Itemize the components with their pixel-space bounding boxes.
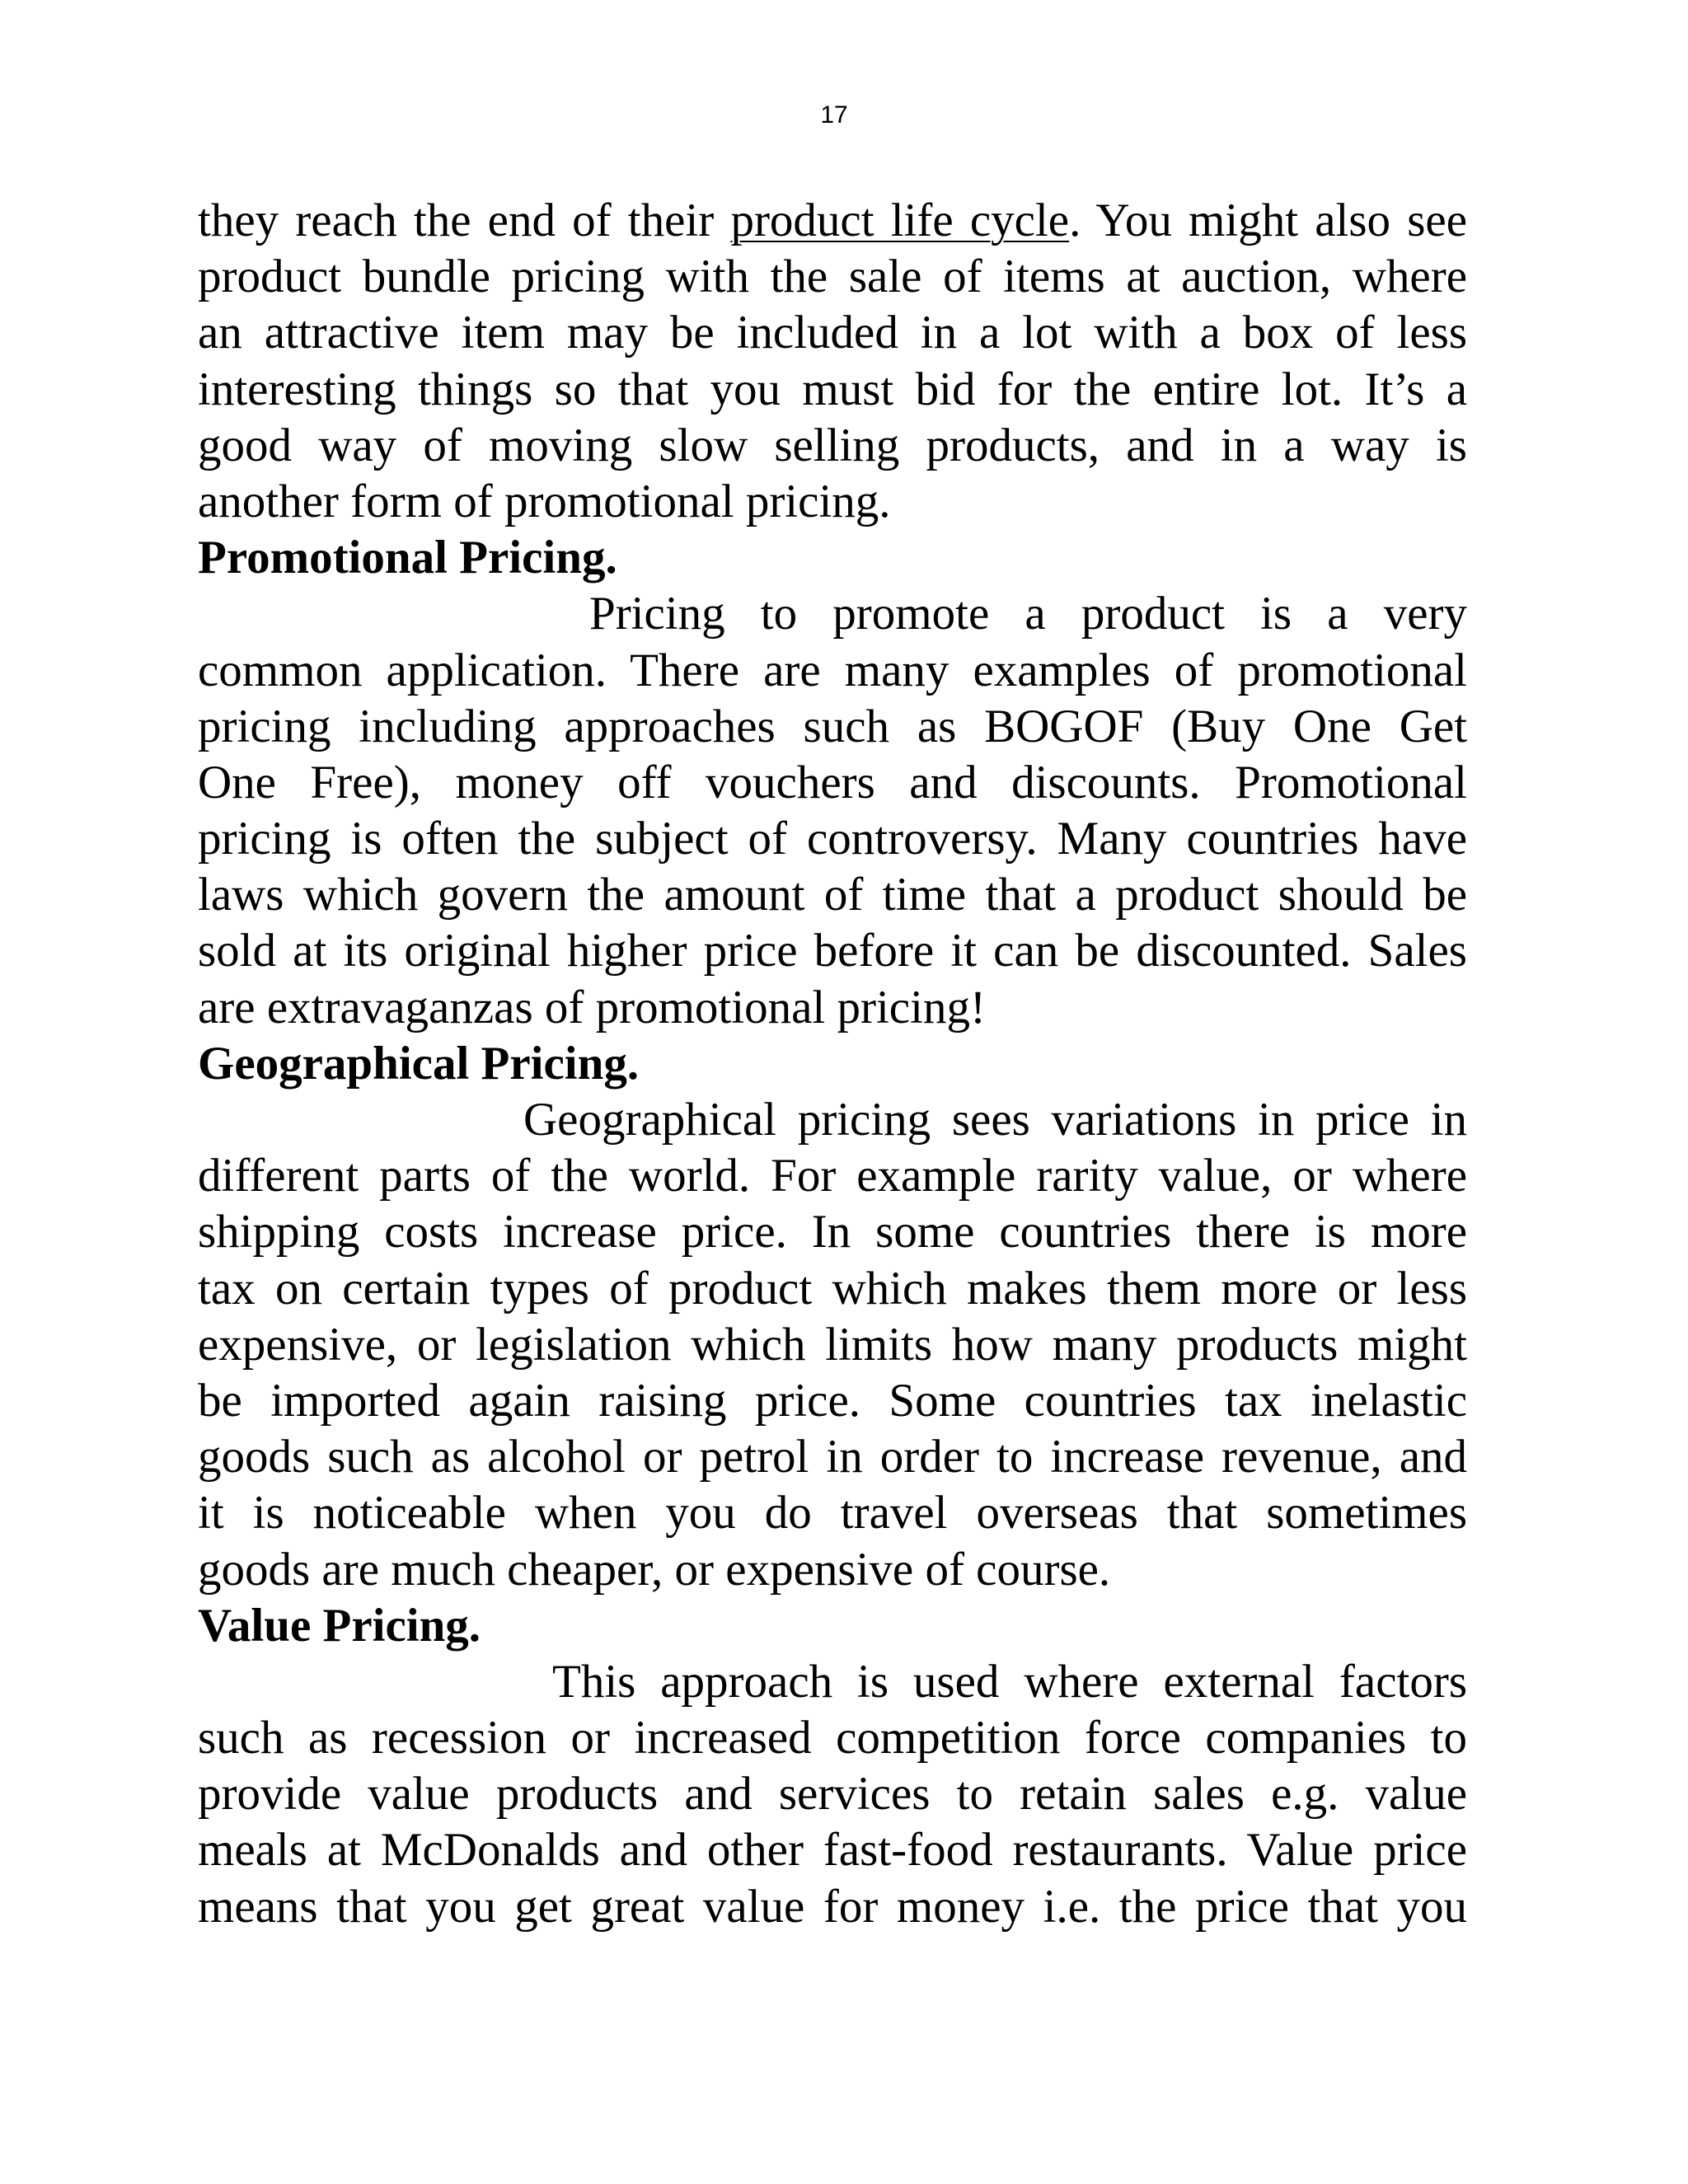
text-line: pricing is often the subject of controversy. Many countries have — [198, 813, 1467, 865]
text-line: goods such as alcohol or petrol in order to increase revenue, and — [198, 1431, 1467, 1483]
text-line: expensive, or legislation which limits how many products might — [198, 1318, 1467, 1371]
paragraph-bundle-pricing-continued — [198, 193, 1467, 530]
text-line: an attractive item may be included in a lot with a box of less — [198, 307, 1467, 359]
text-line: such as recession or increased competition force companies to — [198, 1712, 1467, 1765]
text-line: means that you get great value for money i.e. the price that you — [198, 1880, 1467, 1933]
text-line: goods are much cheaper, or expensive of course. — [198, 1543, 1111, 1596]
text-line: provide value products and services to retain sales e.g. value — [198, 1768, 1467, 1821]
text-line: good way of moving slow selling products, and in a way is — [198, 419, 1467, 471]
product-life-cycle-link[interactable]: product life cycle — [730, 194, 1070, 246]
heading-geographical-pricing: Geographical Pricing. — [198, 1037, 640, 1090]
page-number: 17 — [820, 101, 848, 129]
text-line: product bundle pricing with the sale of items at auction, where — [198, 251, 1467, 303]
text-line: pricing including approaches such as BOGOF (Buy One Get — [198, 700, 1467, 752]
text-line: meals at McDonalds and other fast-food restaurants. Value price — [198, 1824, 1467, 1877]
paragraph-promotional-pricing — [198, 586, 1467, 1036]
text-span: . You might also see — [1069, 194, 1467, 246]
text-line: This approach is used where external factors — [552, 1655, 1467, 1708]
text-line: it is noticeable when you do travel overseas that sometimes — [198, 1487, 1467, 1540]
text-line: Pricing to promote a product is a very — [589, 588, 1467, 640]
document-body — [198, 193, 1467, 1935]
text-line — [198, 193, 1467, 249]
text-line: different parts of the world. For example rarity value, or where — [198, 1150, 1467, 1202]
text-line: One Free), money off vouchers and discounts. Promotional — [198, 756, 1467, 808]
text-line: tax on certain types of product which makes them more or less — [198, 1262, 1467, 1315]
text-span: they reach the end of their — [198, 194, 731, 246]
text-line: be imported again raising price. Some countries tax inelastic — [198, 1374, 1467, 1427]
heading-value-pricing: Value Pricing. — [198, 1599, 481, 1652]
text-line: are extravaganzas of promotional pricing! — [198, 981, 986, 1033]
text-line: laws which govern the amount of time that a product should be — [198, 869, 1467, 921]
paragraph-value-pricing — [198, 1654, 1467, 1935]
paragraph-geographical-pricing — [198, 1092, 1467, 1598]
text-line: sold at its original higher price before it can be discounted. Sales — [198, 925, 1467, 977]
text-line: interesting things so that you must bid for the entire lot. It’s a — [198, 363, 1467, 415]
heading-promotional-pricing: Promotional Pricing. — [198, 532, 617, 584]
text-line: shipping costs increase price. In some countries there is more — [198, 1206, 1467, 1258]
text-line: another form of promotional pricing. — [198, 475, 891, 527]
text-line: common application. There are many examples of promotional — [198, 644, 1467, 696]
text-line: Geographical pricing sees variations in price in — [523, 1094, 1467, 1146]
